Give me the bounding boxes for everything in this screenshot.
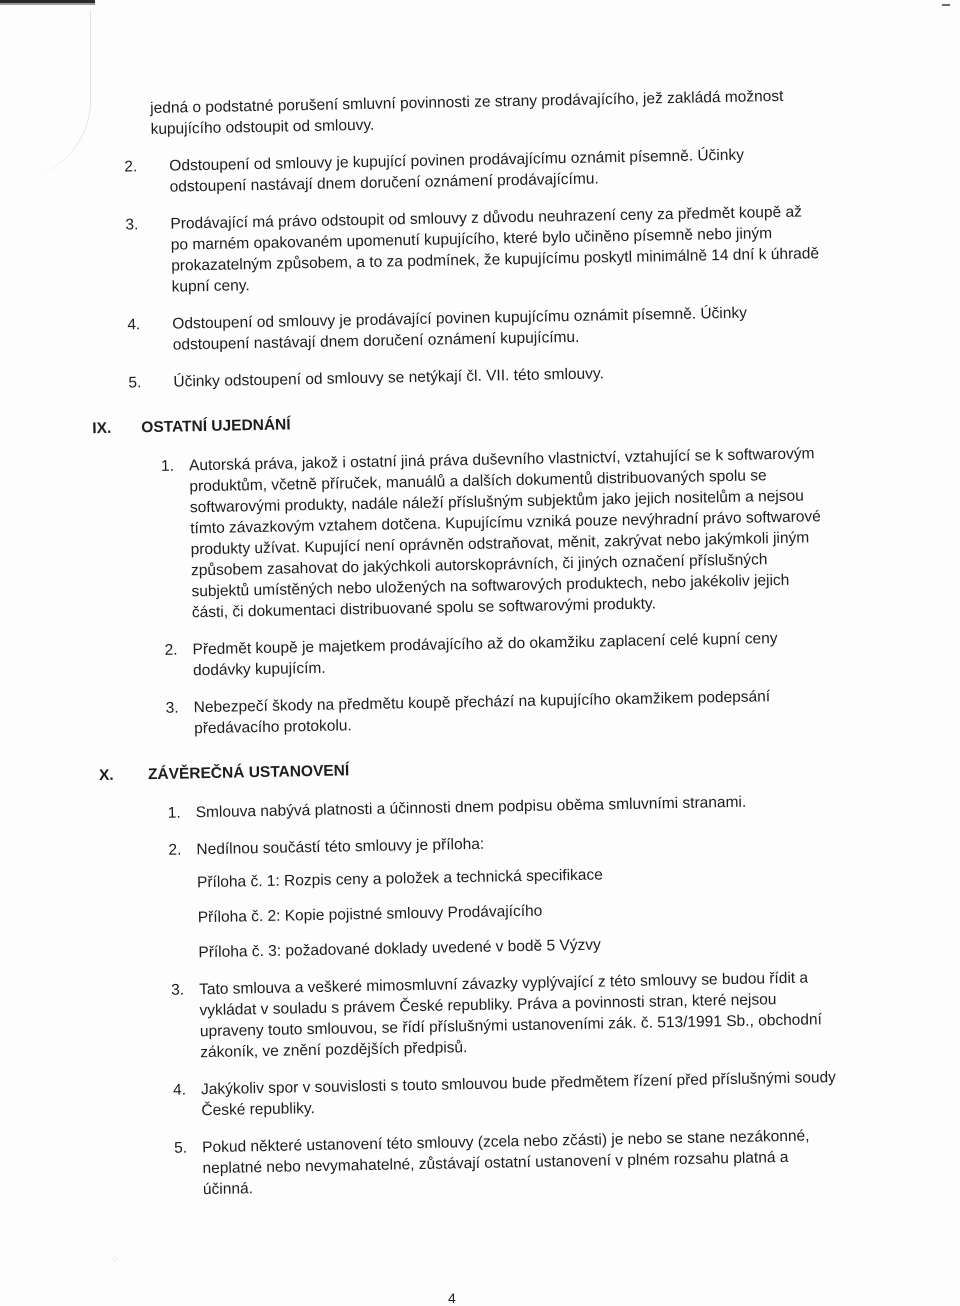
- annex-list: [197, 860, 837, 963]
- document-body: [92, 85, 841, 1217]
- section-x-clauses: [164, 790, 842, 1201]
- section-title: OSTATNÍ UJEDNÁNÍ: [141, 416, 291, 437]
- clause-number: 2.: [164, 641, 178, 659]
- annex-item: Příloha č. 1: Rozpis ceny a položek a technická specifikace: [196, 866, 603, 892]
- clause-number: 4.: [172, 1081, 187, 1099]
- clause: [160, 443, 830, 623]
- clause-number: 5.: [128, 374, 142, 392]
- clause-text: Nebezpečí škody na předmětu koupě přechází na kupujícího okamžikem podepsání předávacího protokolu.: [193, 688, 771, 738]
- clause: [165, 685, 833, 739]
- clause: [170, 967, 838, 1063]
- clause-number: 2.: [168, 841, 182, 859]
- annex-item: Příloha č. 3: požadované doklady uvedené v bodě 5 Výzvy: [198, 936, 601, 962]
- clause: [168, 827, 836, 963]
- annex-item: Příloha č. 2: Kopie pojistné smlouvy Prodávajícího: [197, 902, 543, 927]
- clause: [174, 1125, 841, 1200]
- clause: [124, 143, 822, 198]
- section-title: ZÁVĚREČNÁ USTANOVENÍ: [147, 762, 350, 784]
- scan-corner-mark: [942, 4, 950, 6]
- section-ix-clauses: [157, 443, 832, 740]
- scan-edge-mark: [0, 0, 95, 8]
- clause-number: 3.: [170, 981, 185, 999]
- section-number: IX.: [92, 419, 112, 438]
- withdrawal-clauses: [124, 143, 825, 393]
- continuation-paragraph: jedná o podstatné porušení smluvní povinnosti ze strany prodávajícího, jež zakládá možnost kupujícího odstoupit od smlouvy.: [150, 87, 784, 138]
- page-number: 4: [448, 1290, 456, 1306]
- clause-number: 1.: [167, 804, 181, 822]
- clause-number: 3.: [165, 699, 179, 717]
- clause-text: Nedílnou součástí této smlouvy je příloha:: [196, 835, 485, 859]
- clause-text: Jakýkoliv spor v souvislosti s touto smlouvou bude předmětem řízení před příslušnými soudy České republiky.: [200, 1069, 837, 1120]
- clause: [128, 359, 825, 393]
- clause: [125, 201, 823, 298]
- clause-text: Autorská práva, jakož i ostatní jiná práva duševního vlastnictví, vztahující se k softwarovým produktům, včetně příruček, manuálů a dalších dokumentů distribuovaných spolu se softwarovými produkty, nadále náleží příslušným subjektům jako jejich nositelům a nejsou tímto závazkovým vztahem dotčena. Kupujícímu vzniká pouze nevýhradní právo softwarové produkty užívat. Kupující není oprávněn odstraňovat, měnit, zakrývat nebo jakýmkoli jiným způsobem zasahovat do jakýchkoli autorskoprávních, či jiných označení příslušných subjektů umístěných nebo uložených na softwarových produktech, nebo jakékoliv jejich části, či dokumentaci distribuované spolu se softwarovými produkty.: [188, 445, 821, 622]
- clause-text: Prodávající má právo odstoupit od smlouvy z důvodu neuhrazení ceny za předmět koupě až po marném opakovaném upomenutí kupujícího, které bylo učiněno písemně nebo jiným prokazatelným způsobem, a to za podmínek, že kupujícímu poskytl minimálně 14 dní k úhradě kupní ceny.: [170, 203, 820, 296]
- clause-text: Smlouva nabývá platnosti a účinnosti dnem podpisu oběma smluvními stranami.: [195, 793, 747, 822]
- clause: [172, 1067, 840, 1121]
- section-number: X.: [98, 766, 114, 785]
- clause-number: 5.: [174, 1139, 188, 1157]
- clause-text: Odstoupení od smlouvy je prodávající povinen kupujícímu oznámit písemně. Účinky odstoupení nastávají dnem doručení oznámení kupujícímu.: [172, 304, 748, 354]
- clause: [127, 301, 825, 356]
- clause-text: Pokud některé ustanovení této smlouvy (zcela nebo zčásti) je nebo se stane nezákonné, neplatné nebo nevymahatelné, zůstávají ostatní ustanovení v plném rozsahu platná a účinná.: [201, 1127, 810, 1199]
- clause-text: Odstoupení od smlouvy je kupující povinen prodávajícímu oznámit písemně. Účinky odstoupení nastávají dnem doručení oznámení prodávajícímu.: [169, 146, 745, 196]
- faint-scan-artifact: ◌: [112, 1254, 118, 1265]
- scan-fold-shadow: [0, 10, 91, 180]
- clause-number: 4.: [127, 316, 141, 334]
- clause-number: 1.: [160, 457, 175, 475]
- clause: [164, 627, 831, 681]
- clause-text: Účinky odstoupení od smlouvy se netýkají čl. VII. této smlouvy.: [173, 365, 605, 391]
- section-heading-ix: [92, 404, 826, 438]
- clause-number: 3.: [125, 216, 139, 234]
- clause-text: Tato smlouva a veškeré mimosmluvní závazky vyplývající z této smlouvy se budou řídit a vykládat v souladu s právem České republiky. Práva a povinnosti stran, které nejsou upraveny touto smlouvou, se řídí příslušnými ustanoveními zák. č. 513/1991 Sb., obchodní zákoník, ve znění pozdějších předpisů.: [198, 969, 823, 1062]
- clause-text: Předmět koupě je majetkem prodávajícího až do okamžiku zaplacení celé kupní ceny dodávky kupujícím.: [192, 630, 778, 680]
- section-heading-x: [98, 751, 833, 785]
- clause: [167, 790, 834, 823]
- clause-number: 2.: [124, 158, 138, 176]
